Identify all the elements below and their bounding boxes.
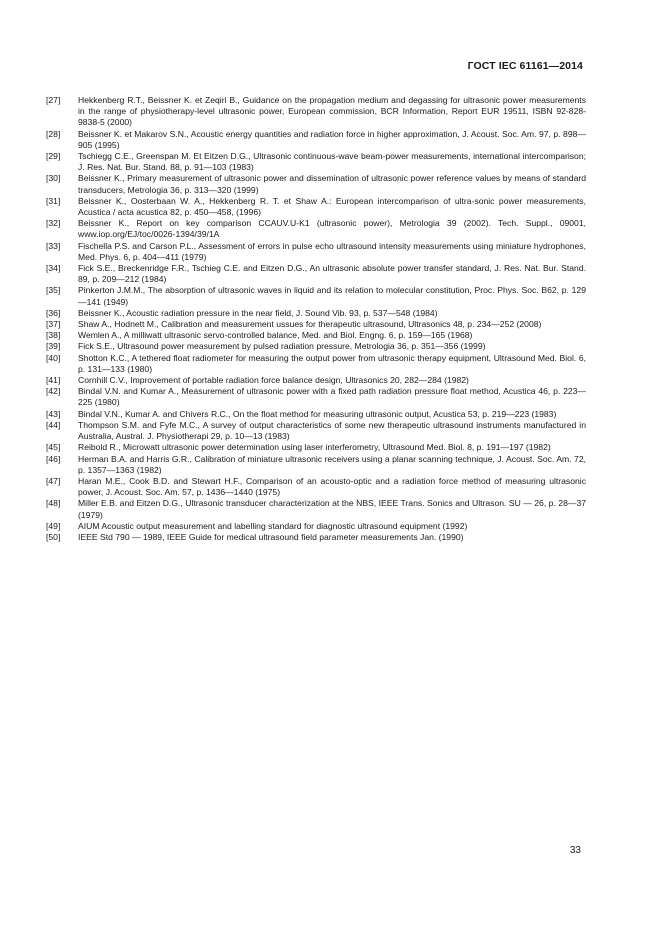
reference-item [46,476,586,498]
reference-text: Beissner K. et Makarov S.N., Acoustic energy quantities and radiation force in higher approximation, J. Acoust. Soc. Am. 97, p. 898—905 (1995) [78,128,586,150]
reference-item [46,173,586,195]
reference-text: Beissner K., Primary measurement of ultrasonic power and dissemination of ultrasonic power reference values by means of standard transducers, Metrologia 36, p. 313—320 (1999) [78,173,586,195]
reference-item [46,341,586,352]
reference-number: [34] [46,263,61,274]
reference-item [46,319,586,330]
reference-number: [47] [46,475,61,486]
page-number: 33 [569,845,581,856]
reference-text: Beissner K., Oosterbaan W. A., Hekkenberg R. T. et Shaw A.: European intercomparison of ultra-sonic power measurements, Acustica / acta acustica 82, p. 450—458, (1996) [78,195,586,218]
reference-text: Pinkerton J.M.M., The absorption of ultrasonic waves in liquid and its relation to molecular constitution, Proc. Phys. Soc. B62, p. 129—141 (1949) [78,285,586,307]
reference-text: Beissner K., Report on key comparison CCAUV.U-K1 (ultrasonic power), Metrologia 39 (2002). Tech. Suppl., 09001, www.iop.org/EJ/toc/0026-1394/39/1A [78,218,586,240]
reference-item [46,285,586,307]
reference-text: Shotton K.C., A tethered float radiometer for measuring the output power from ultrasonic therapy equipment, Ultrasound Med. Biol. 6, p. 131—133 (1980) [78,352,586,374]
reference-text: Cornhill C.V., Improvement of portable radiation force balance design, Ultrasonics 20, 282—284 (1982) [78,375,469,386]
reference-number: [49] [46,520,61,531]
reference-number: [39] [46,341,61,352]
reference-item [46,151,586,173]
reference-text: Fick S.E., Breckenridge F.R., Tschieg C.E. and Eitzen D.G., An ultrasonic absolute power transfer standard, J. Res. Nat. Bur. Stand. 89, p. 209—212 (1984) [78,263,586,285]
reference-text: Hekkenberg R.T., Beissner K. et Zeqiri B., Guidance on the propagation medium and degassing for ultrasonic power measurements in the range of physiotherapy-level ultrasonic power, European commission, BCR Information, Report EUR 19511, ISBN 92-828-9838-5 (2000) [78,95,586,128]
reference-item [46,196,586,218]
reference-item [46,386,586,408]
reference-item [46,532,586,543]
reference-text: Shaw A., Hodnett M., Calibration and measurement ussues for therapeutic ultrasound, Ultrasonics 48, p. 234—252 (2008) [78,319,542,330]
reference-item [46,375,586,386]
reference-number: [40] [46,352,61,363]
reference-item [46,241,586,263]
reference-item [46,420,586,442]
reference-text: Bindal V.N. and Kumar A., Measurement of ultrasonic power with a fixed path radiation pressure float method, Acustica 46, p. 223—225 (1980) [78,386,586,408]
reference-text: Herman B.A. and Harris G.R., Calibration of miniature ultrasonic receivers using a planar scanning technique, J. Acoust. Soc. Am. 72, p. 1357—1363 (1982) [78,453,586,475]
reference-number: [41] [46,375,61,386]
reference-number: [45] [46,442,61,453]
reference-number: [44] [46,419,61,430]
reference-item [46,409,586,420]
reference-item [46,218,586,240]
reference-number: [38] [46,330,61,341]
reference-text: Bindal V.N., Kumar A. and Chivers R.C., On the float method for measuring ultrasonic output, Acustica 53, p. 219—223 (1983) [78,408,557,419]
reference-number: [42] [46,386,61,397]
reference-text: Thompson S.M. and Fyfe M.C., A survey of output characteristics of some new therapeutic ultrasound instruments manufactured in Australia, Austral. J. Physiotherapi 29, p. 10—13 (1983) [78,419,586,442]
reference-item [46,95,586,129]
reference-item [46,498,586,520]
reference-item [46,330,586,341]
reference-number: [31] [46,195,61,206]
reference-text: Haran M.E., Cook B.D. and Stewart H.F., Comparison of an acousto-optic and a radiation force method of measuring ultrasonic power, J. Acoust. Soc. Am. 57, p. 1436—1440 (1975) [78,475,586,498]
reference-item [46,353,586,375]
reference-text: Tschiegg C.E., Greenspan M. Et Eitzen D.G., Ultrasonic continuous-wave beam-power measurements, international intercomparison; J. Res. Nat. Bur. Stand. 88, p. 91—103 (1983) [78,151,586,173]
reference-item [46,129,586,151]
reference-text: IEEE Std 790 — 1989, IEEE Guide for medical ultrasound field parameter measurements Jan. (1990) [78,531,464,542]
reference-number: [46] [46,453,61,464]
standard-designation: ГОСТ IEC 61161—2014 [467,60,583,72]
reference-number: [43] [46,408,61,419]
reference-item [46,521,586,532]
reference-item [46,454,586,476]
reference-number: [29] [46,151,61,162]
reference-number: [48] [46,498,61,509]
reference-text: Fick S.E., Ultrasound power measurement by pulsed radiation pressure, Metrologia 36, p. 351—356 (1999) [78,341,486,352]
reference-item [46,308,586,319]
reference-number: [27] [46,95,61,105]
reference-number: [37] [46,319,61,330]
reference-number: [50] [46,531,61,542]
reference-item [46,263,586,285]
reference-text: Beissner K., Acoustic radiation pressure in the near field, J. Sound Vib. 93, p. 537—548 (1984) [78,307,438,318]
bibliography-list [46,95,586,543]
reference-number: [30] [46,173,61,184]
reference-number: [28] [46,128,61,139]
reference-text: Wemlen A., A milliwatt ultrasonic servo-controlled balance, Med. and Biol. Engng. 6, p. 159—165 (1968) [78,330,473,341]
reference-text: Miller E.B. and Eitzen D.G., Ultrasonic transducer characterization at the NBS, IEEE Trans. Sonics and Ultrason. SU — 26, p. 28—37 (1979) [78,498,586,520]
reference-item [46,442,586,453]
reference-number: [35] [46,285,61,296]
reference-number: [33] [46,240,61,251]
reference-text: Fischella P.S. and Carson P.L., Assessment of errors in pulse echo ultrasound intensity measurements using miniature hydrophones, Med. Phys. 6, p. 404—411 (1979) [78,240,586,262]
reference-number: [32] [46,218,61,229]
reference-number: [36] [46,307,61,318]
reference-text: AIUM Acoustic output measurement and labelling standard for diagnostic ultrasound equipment (1992) [78,520,468,531]
reference-text: Reibold R., Microwatt ultrasonic power determination using laser interferometry, Ultrasound Med. Biol. 8, p. 191—197 (1982) [78,442,551,453]
